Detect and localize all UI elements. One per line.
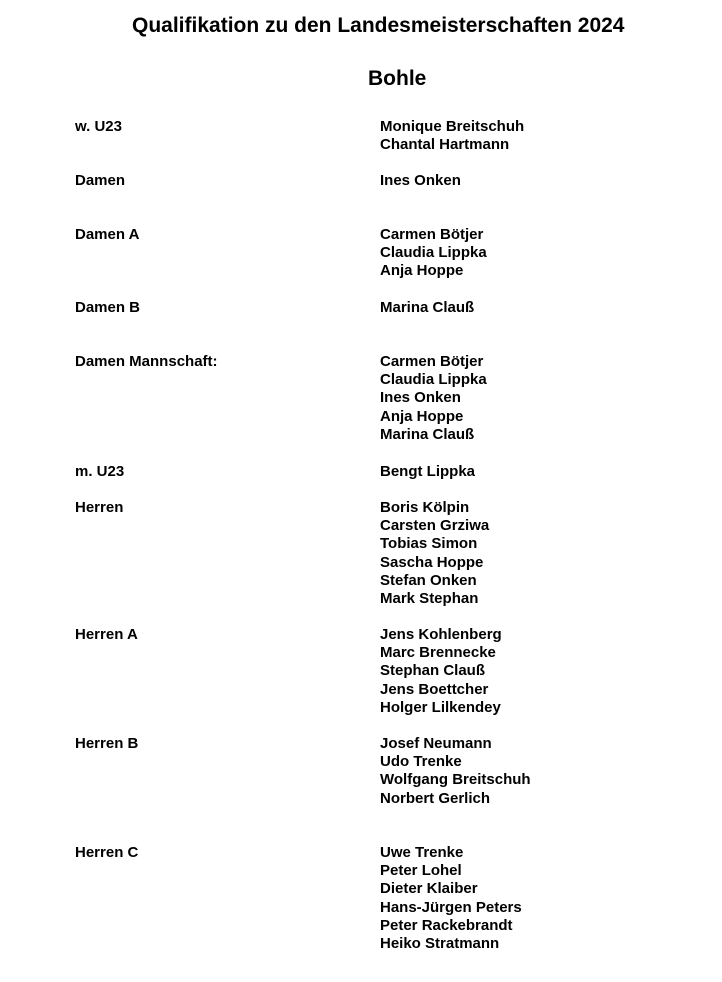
category-label: Damen B [75, 299, 141, 316]
player-name: Marc Brennecke [380, 644, 496, 662]
category-label: Damen A [75, 226, 140, 243]
player-list [380, 626, 502, 717]
player-name: Boris Kölpin [380, 499, 470, 516]
player-name: Norbert Gerlich [380, 789, 491, 807]
player-name: Hans-Jürgen Peters [380, 898, 522, 916]
player-name: Ines Onken [380, 389, 461, 407]
player-name: Tobias Simon [380, 535, 478, 553]
page-subtitle: Bohle [368, 67, 427, 90]
player-name: Chantal Hartmann [380, 136, 510, 154]
category-label: Herren C [75, 844, 139, 861]
player-name: Marina Clauß [380, 425, 475, 443]
player-name: Carmen Bötjer [380, 353, 484, 370]
player-name: Anja Hoppe [380, 407, 464, 425]
category-label: Damen Mannschaft: [75, 353, 218, 370]
player-name: Sascha Hoppe [380, 553, 484, 571]
category-label: Damen [75, 172, 126, 189]
player-name: Stefan Onken [380, 571, 477, 589]
player-name: Monique Breitschuh [380, 118, 525, 135]
player-list [380, 735, 531, 808]
player-name: Peter Rackebrandt [380, 916, 513, 934]
player-name: Holger Lilkendey [380, 698, 501, 716]
player-name: Ines Onken [380, 172, 461, 189]
player-name: Dieter Klaiber [380, 880, 478, 898]
page-title: Qualifikation zu den Landesmeisterschaften 2024 [132, 14, 625, 37]
player-list [380, 463, 475, 481]
player-name: Jens Kohlenberg [380, 626, 502, 643]
player-name: Marina Clauß [380, 299, 475, 316]
player-name: Jens Boettcher [380, 680, 489, 698]
player-list [380, 118, 524, 154]
player-name: Claudia Lippka [380, 244, 487, 262]
player-name: Peter Lohel [380, 862, 462, 880]
player-name: Mark Stephan [380, 590, 479, 608]
player-list [380, 299, 474, 317]
player-name: Josef Neumann [380, 735, 492, 752]
player-list [380, 353, 487, 444]
player-list [380, 844, 522, 953]
player-name: Claudia Lippka [380, 371, 487, 389]
player-list [380, 172, 461, 190]
player-name: Anja Hoppe [380, 262, 464, 280]
player-list [380, 499, 489, 608]
player-name: Carsten Grziwa [380, 517, 490, 535]
player-name: Wolfgang Breitschuh [380, 771, 531, 789]
player-name: Udo Trenke [380, 753, 462, 771]
category-label: Herren [75, 499, 124, 516]
player-name: Stephan Clauß [380, 662, 486, 680]
player-name: Uwe Trenke [380, 844, 464, 861]
category-label: Herren A [75, 626, 138, 643]
player-name: Bengt Lippka [380, 463, 476, 480]
category-label: Herren B [75, 735, 139, 752]
category-label: m. U23 [75, 463, 125, 480]
player-name: Heiko Stratmann [380, 935, 500, 953]
player-name: Carmen Bötjer [380, 226, 484, 243]
player-list [380, 226, 487, 281]
category-label: w. U23 [75, 118, 122, 135]
